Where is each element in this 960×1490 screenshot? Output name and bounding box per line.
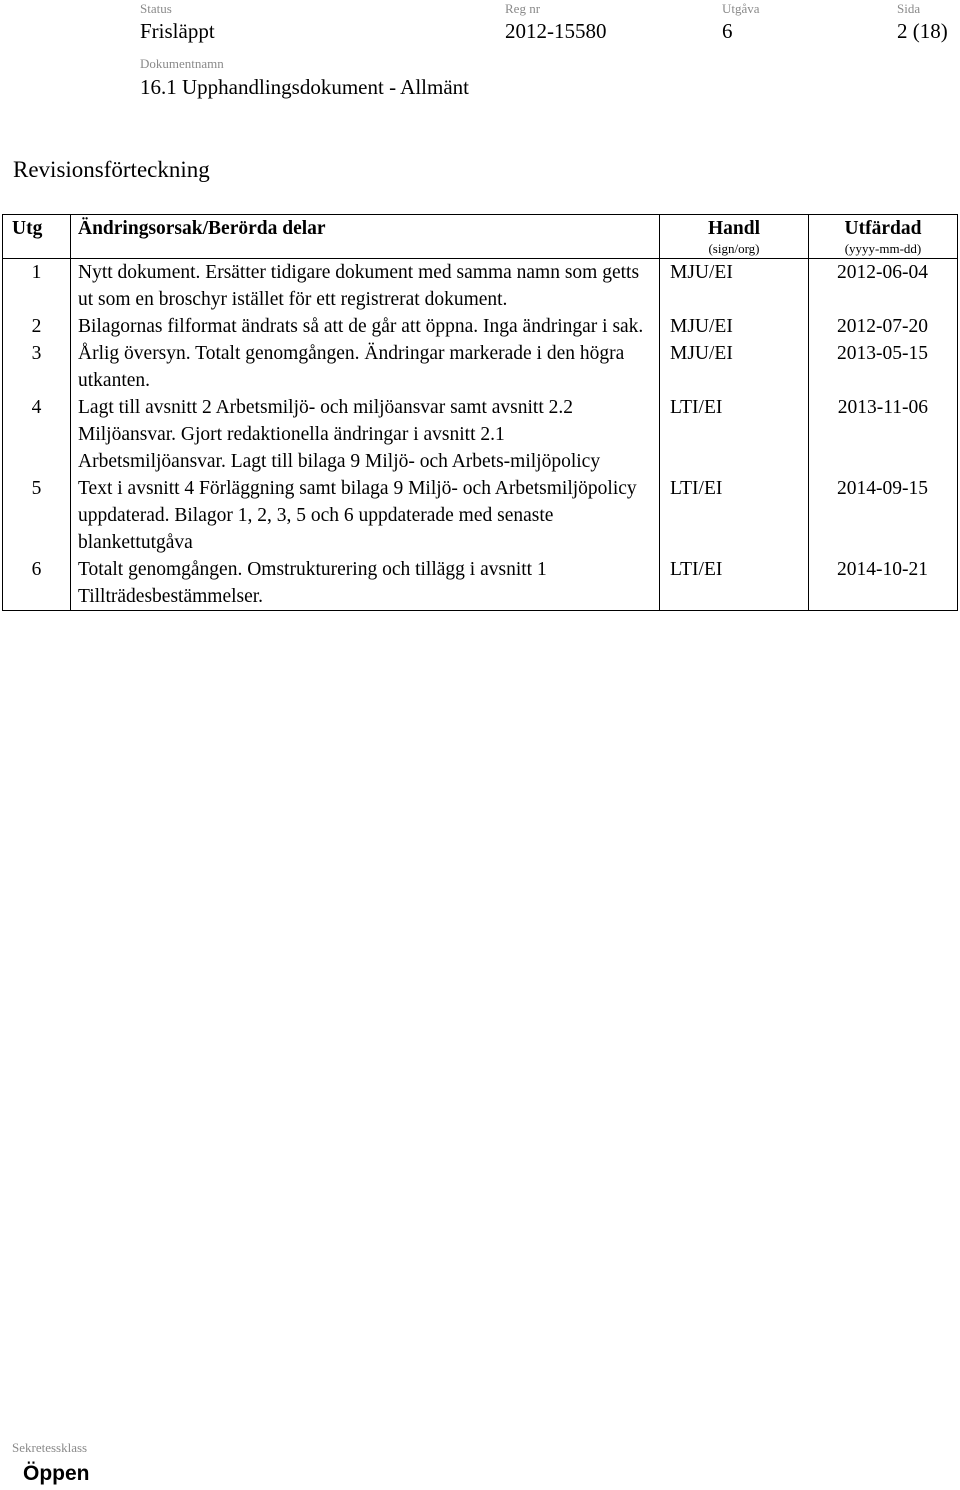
dokumentnamn-value: 16.1 Upphandlingsdokument - Allmänt — [140, 75, 469, 99]
table-header-row — [3, 215, 958, 259]
row-description: Nytt dokument. Ersätter tidigare dokument med samma namn som getts ut som en broschyr istället för ett registrerat dokument. — [71, 259, 660, 314]
table-row — [3, 259, 958, 314]
sida-label: Sida — [897, 1, 921, 16]
sekretess-label: Sekretessklass — [12, 1440, 88, 1455]
table-row — [3, 340, 958, 394]
row-utg: 6 — [3, 556, 71, 611]
table-row — [3, 313, 958, 340]
status-value: Frisläppt — [140, 19, 215, 43]
row-description: Årlig översyn. Totalt genomgången. Ändringar markerade i den högra utkanten. — [71, 340, 660, 394]
header-date-sub: (yyyy-mm-dd) — [844, 241, 922, 256]
revision-list-title: Revisionsförteckning — [13, 157, 210, 182]
header-handl-sub: (sign/org) — [708, 241, 760, 256]
row-description: Bilagornas filformat ändrats så att de går att öppna. Inga ändringar i sak. — [71, 313, 660, 340]
row-date: 2014-09-15 — [809, 475, 958, 556]
utgava-value: 6 — [722, 19, 733, 43]
row-utg: 4 — [3, 394, 71, 475]
row-description: Lagt till avsnitt 2 Arbetsmiljö- och miljöansvar samt avsnitt 2.2 Miljöansvar. Gjort redaktionella ändringar i avsnitt 2.1 Arbetsmiljöansvar. Lagt till bilaga 9 Miljö- och Arbets-miljöpolicy — [71, 394, 660, 475]
header-handl — [660, 215, 809, 259]
row-utg: 5 — [3, 475, 71, 556]
row-date: 2012-06-04 — [809, 259, 958, 314]
status-label: Status — [140, 1, 172, 16]
utgava-label: Utgåva — [722, 1, 760, 16]
regnr-value: 2012-15580 — [505, 19, 607, 43]
row-utg: 3 — [3, 340, 71, 394]
row-date: 2013-05-15 — [809, 340, 958, 394]
row-description: Text i avsnitt 4 Förläggning samt bilaga 9 Miljö- och Arbetsmiljöpolicy uppdaterad. Bilagor 1, 2, 3, 5 och 6 uppdaterade med senaste blankettutgåva — [71, 475, 660, 556]
table-row — [3, 394, 958, 475]
row-date: 2012-07-20 — [809, 313, 958, 340]
header-date — [809, 215, 958, 259]
header-description: Ändringsorsak/Berörda delar — [71, 215, 660, 259]
sekretess-value: Öppen — [23, 1462, 90, 1485]
row-utg: 1 — [3, 259, 71, 314]
row-date: 2013-11-06 — [809, 394, 958, 475]
table-row — [3, 475, 958, 556]
row-utg: 2 — [3, 313, 71, 340]
row-handl: LTI/EI — [660, 394, 809, 475]
revision-table — [2, 214, 958, 611]
row-handl: MJU/EI — [660, 340, 809, 394]
row-handl: MJU/EI — [660, 259, 809, 314]
row-handl: MJU/EI — [660, 313, 809, 340]
regnr-label: Reg nr — [505, 1, 541, 16]
row-date: 2014-10-21 — [809, 556, 958, 611]
header-date-label: Utfärdad — [844, 218, 922, 239]
header-utg: Utg — [3, 215, 71, 259]
row-handl: LTI/EI — [660, 556, 809, 611]
table-row — [3, 556, 958, 611]
row-description: Totalt genomgången. Omstrukturering och tillägg i avsnitt 1 Tillträdesbestämmelser. — [71, 556, 660, 611]
row-handl: LTI/EI — [660, 475, 809, 556]
sida-value: 2 (18) — [897, 19, 948, 43]
dokumentnamn-label: Dokumentnamn — [140, 56, 224, 71]
header-handl-label: Handl — [707, 218, 761, 239]
